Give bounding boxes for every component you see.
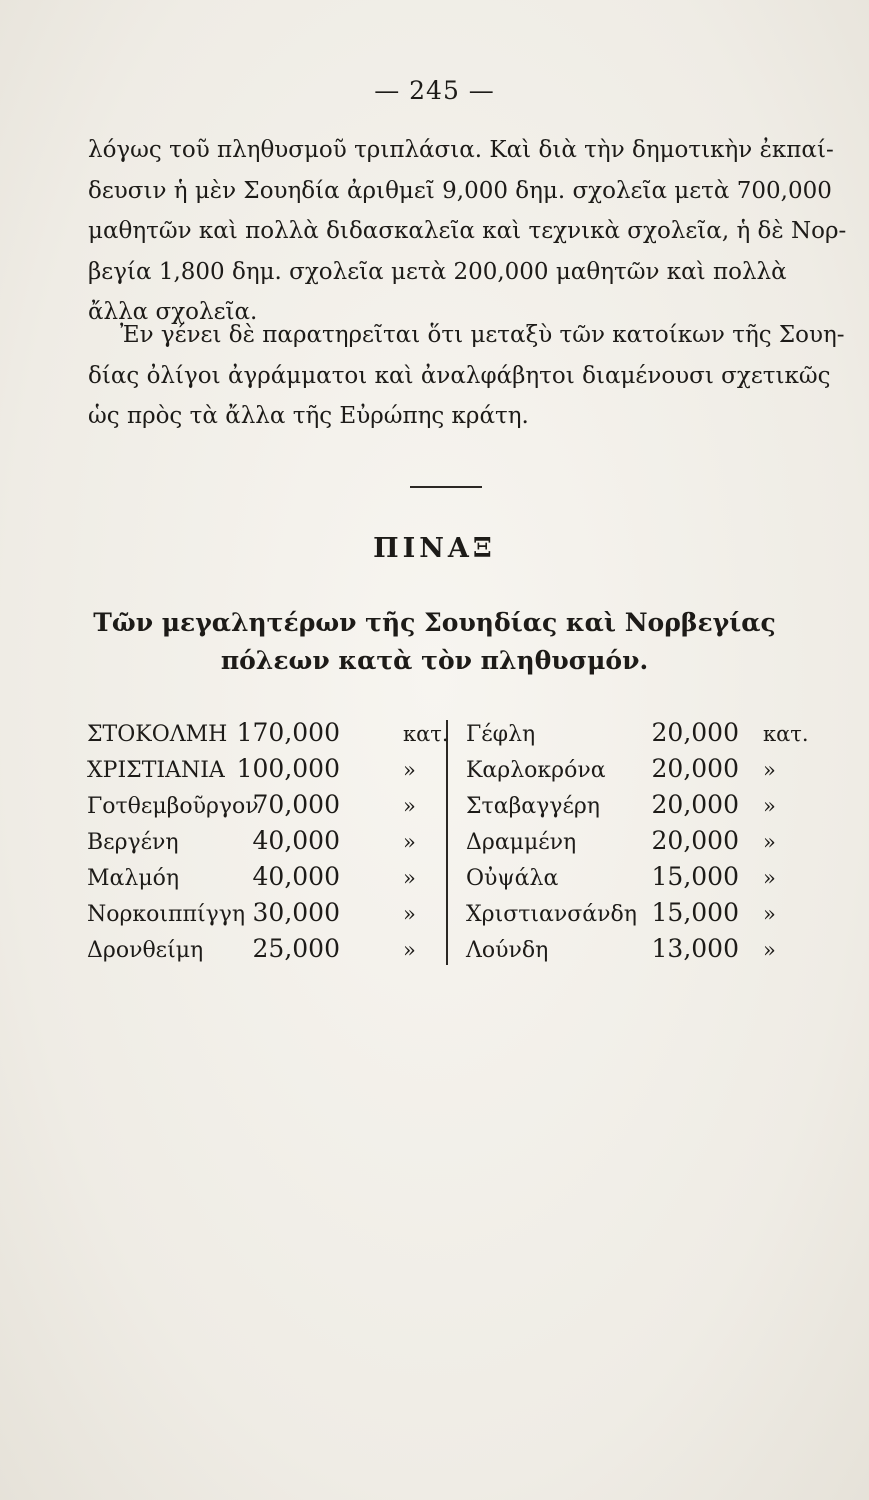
table-row bbox=[466, 934, 806, 970]
city-population: 40,000 bbox=[252, 862, 340, 891]
text-line: Ἐν γένει δὲ παρατηρεῖται ὅτι μεταξὺ τῶν κατοίκων τῆς Σουη- bbox=[120, 322, 845, 348]
table-row bbox=[466, 898, 806, 934]
table-subtitle-line2: πόλεων κατὰ τὸν πληθυσμόν. bbox=[220, 646, 649, 675]
city-name: ΧΡΙΣΤΙΑΝΙΑ bbox=[87, 758, 225, 783]
city-name: Δραμμένη bbox=[466, 830, 577, 855]
text-line: δευσιν ἡ μὲν Σουηδία ἀριθμεῖ 9,000 δημ. σχολεῖα μετὰ 700,000 bbox=[88, 177, 832, 204]
table-row bbox=[87, 862, 447, 898]
city-name: Καρλοκρόνα bbox=[466, 758, 606, 783]
city-name: Σταβαγγέρη bbox=[466, 794, 600, 819]
city-name: Γέφλη bbox=[466, 722, 536, 747]
table-row bbox=[87, 790, 447, 826]
column-divider bbox=[446, 720, 448, 965]
table-row bbox=[87, 718, 447, 754]
text-line: δίας ὀλίγοι ἀγράμματοι καὶ ἀναλφάβητοι διαμένουσι σχετικῶς bbox=[88, 362, 831, 389]
table-row bbox=[466, 754, 806, 790]
paragraph-literacy bbox=[88, 315, 845, 437]
page-number: — 245 — bbox=[374, 76, 495, 105]
city-population: 25,000 bbox=[252, 934, 340, 963]
city-name: Γοτθεμβοῦργον bbox=[87, 794, 259, 819]
city-name: Δρονθείμη bbox=[87, 938, 204, 963]
population-unit: κατ. bbox=[403, 722, 449, 746]
text-line: μαθητῶν καὶ πολλὰ διδασκαλεῖα καὶ τεχνικὰ σχολεῖα, ἡ δὲ Νορ- bbox=[88, 218, 847, 244]
table-title: ΠΙΝΑΞ bbox=[373, 533, 496, 564]
city-name: ΣΤΟΚΟΛΜΗ bbox=[87, 722, 228, 747]
population-unit: » bbox=[403, 758, 416, 782]
paragraph-schools bbox=[88, 130, 847, 333]
text-line: ὡς πρὸς τὰ ἄλλα τῆς Εὐρώπης κράτη. bbox=[88, 403, 529, 429]
section-divider bbox=[410, 486, 482, 488]
population-unit: » bbox=[763, 758, 776, 782]
city-name: Οὐψάλα bbox=[466, 866, 559, 891]
population-unit: » bbox=[763, 866, 776, 890]
population-unit: » bbox=[403, 830, 416, 854]
population-unit: » bbox=[403, 794, 416, 818]
text-line: λόγως τοῦ πληθυσμοῦ τριπλάσια. Καὶ διὰ τὴν δημοτικὴν ἐκπαί- bbox=[88, 137, 834, 163]
population-unit: » bbox=[763, 902, 776, 926]
text-line: βεγία 1,800 δημ. σχολεῖα μετὰ 200,000 μαθητῶν καὶ πολλὰ bbox=[88, 258, 787, 285]
city-name: Βεργένη bbox=[87, 830, 179, 855]
table-left-column bbox=[87, 718, 447, 970]
city-population: 40,000 bbox=[252, 826, 340, 855]
city-population: 20,000 bbox=[651, 754, 739, 783]
city-population: 20,000 bbox=[651, 718, 739, 747]
table-row bbox=[87, 898, 447, 934]
city-population: 15,000 bbox=[651, 862, 739, 891]
text-line: ἄλλα σχολεῖα. bbox=[88, 299, 258, 325]
city-population: 20,000 bbox=[651, 826, 739, 855]
city-population: 30,000 bbox=[252, 898, 340, 927]
population-unit: κατ. bbox=[763, 722, 809, 746]
population-unit: » bbox=[403, 938, 416, 962]
population-unit: » bbox=[403, 902, 416, 926]
city-name: Νορκοιππίγγη bbox=[87, 902, 246, 927]
city-name: Μαλμόη bbox=[87, 866, 180, 891]
city-population: 100,000 bbox=[236, 754, 340, 783]
table-row bbox=[87, 826, 447, 862]
population-unit: » bbox=[763, 830, 776, 854]
city-population: 70,000 bbox=[252, 790, 340, 819]
city-population: 13,000 bbox=[651, 934, 739, 963]
city-population: 170,000 bbox=[236, 718, 340, 747]
table-subtitle-line1: Τῶν μεγαλητέρων τῆς Σουηδίας καὶ Νορβεγίας bbox=[93, 608, 776, 637]
table-row bbox=[466, 862, 806, 898]
table-right-column bbox=[466, 718, 809, 970]
table-row bbox=[466, 718, 809, 754]
city-name: Χριστιανσάνδη bbox=[466, 902, 637, 927]
city-name: Λούνδη bbox=[466, 938, 549, 963]
table-row bbox=[87, 754, 447, 790]
population-unit: » bbox=[763, 938, 776, 962]
city-population: 15,000 bbox=[651, 898, 739, 927]
population-unit: » bbox=[403, 866, 416, 890]
table-row bbox=[466, 790, 806, 826]
population-unit: » bbox=[763, 794, 776, 818]
table-row bbox=[87, 934, 447, 970]
table-row bbox=[466, 826, 806, 862]
city-population: 20,000 bbox=[651, 790, 739, 819]
